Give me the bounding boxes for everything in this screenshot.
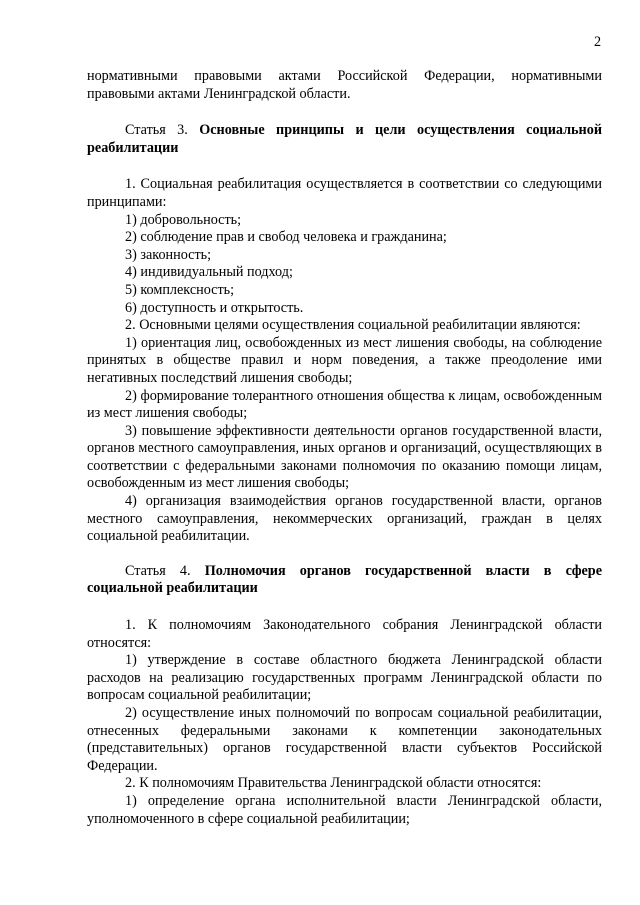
principle-item: 1) добровольность; xyxy=(125,211,242,228)
government-power-item: 1) определение органа исполнительной власти Ленинградской области, уполномоченного в сфере социальной реабилитации; xyxy=(87,792,602,827)
principle-item: 4) индивидуальный подход; xyxy=(125,264,293,281)
article-3-label: Статья 3. xyxy=(125,122,188,139)
intro-paragraph: нормативными правовыми актами Российской Федерации, нормативными правовыми актами Ленинградской области. xyxy=(87,68,602,102)
article-4-title: Полномочия органов государственной власти в сфере социальной реабилитации xyxy=(87,562,602,597)
principle-item: 2) соблюдение прав и свобод человека и гражданина; xyxy=(125,229,447,246)
article-3-title: Основные принципы и цели осуществления социальной реабилитации xyxy=(87,122,603,156)
article-3-paragraph-2: 2. Основными целями осуществления социальной реабилитации являются: xyxy=(125,317,581,334)
page-number: 2 xyxy=(594,34,602,50)
principle-item: 6) доступность и открытость. xyxy=(125,299,304,316)
article-4-paragraph-1: 1. К полномочиям Законодательного собрания Ленинградской области относятся: xyxy=(87,617,602,651)
legislative-power-item: 2) осуществление иных полномочий по вопросам социальной реабилитации, отнесенных федеральными законами к компетенции законодательных (представительных) органов государственной власти субъектов Российской Федерации. xyxy=(87,705,602,774)
goal-item: 4) организация взаимодействия органов государственной власти, органов местного самоуправления, некоммерческих организаций, граждан в целях социальной реабилитации. xyxy=(87,493,602,545)
goal-item: 3) повышение эффективности деятельности органов государственной власти, органов местного самоуправления, иных органов и организаций, осуществляющих в соответствии с федеральными законами полномочия по оказанию помощи лицам, освобожденным из мест лишения свободы; xyxy=(87,422,602,492)
legislative-power-item: 1) утверждение в составе областного бюджета Ленинградской области расходов на реализацию государственных программ Ленинградской области по вопросам социальной реабилитации; xyxy=(87,652,602,704)
article-3-paragraph-1: 1. Социальная реабилитация осуществляется в соответствии со следующими принципами: xyxy=(87,176,602,210)
goal-item: 1) ориентация лиц, освобожденных из мест лишения свободы, на соблюдение принятых в обществе правил и норм поведения, а также преодоление ими негативных последствий лишения свободы; xyxy=(87,334,602,386)
goal-item: 2) формирование толерантного отношения общества к лицам, освобожденным из мест лишения свободы; xyxy=(87,387,602,422)
principle-item: 5) комплексность; xyxy=(125,281,235,298)
article-4-heading xyxy=(87,563,602,598)
article-4-label: Статья 4. xyxy=(125,562,191,579)
article-4-paragraph-2: 2. К полномочиям Правительства Ленинградской области относятся: xyxy=(125,775,542,792)
article-3-heading xyxy=(87,122,602,157)
principle-item: 3) законность; xyxy=(125,246,212,263)
document-body xyxy=(87,68,602,828)
